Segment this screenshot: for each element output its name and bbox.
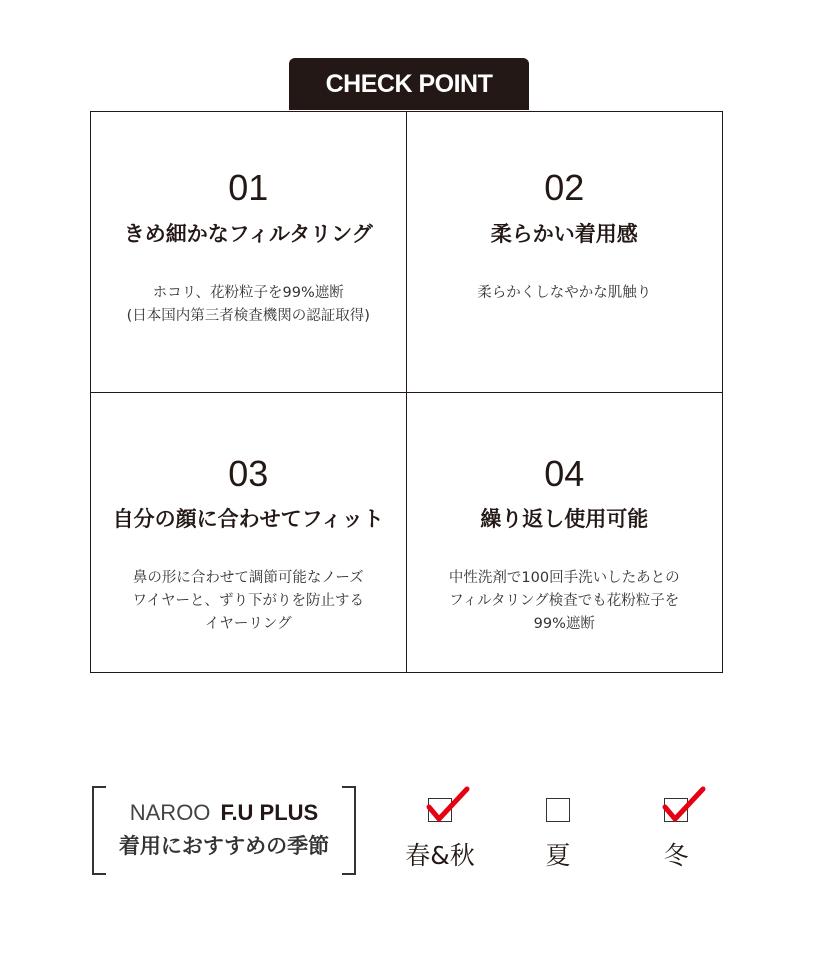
- point-description: 中性洗剤で100回手洗いしたあとの フィルタリング検査でも花粉粒子を 99%遮断: [448, 570, 680, 632]
- brand-name-b: F.U PLUS: [220, 800, 319, 825]
- point-title: きめ細かなフィルタリング: [123, 222, 373, 246]
- season-bracket: [92, 786, 356, 875]
- season-spring-autumn: [395, 798, 485, 872]
- season-title: 着用におすすめの季節: [118, 834, 330, 858]
- point-title: 繰り返し使用可能: [480, 507, 649, 531]
- badge-label: CHECK POINT: [325, 69, 493, 98]
- check-point-grid: [90, 111, 723, 673]
- check-icon: [427, 785, 473, 825]
- season-label: 春&秋: [405, 841, 475, 870]
- point-title: 柔らかい着用感: [490, 222, 638, 246]
- point-cell-4: [407, 393, 723, 672]
- point-cell-3: [91, 393, 407, 672]
- season-winter: [631, 798, 721, 872]
- point-description: ホコリ、花粉粒子を99%遮断 (日本国内第三者検査機関の認証取得): [126, 285, 370, 324]
- season-label: 冬: [663, 841, 689, 870]
- season-label: 夏: [545, 841, 571, 870]
- brand-name: [92, 800, 356, 826]
- point-description: 鼻の形に合わせて調節可能なノーズ ワイヤーと、ずり下がりを防止する イヤーリング: [132, 570, 365, 632]
- point-number: 04: [544, 453, 585, 494]
- point-number: 02: [544, 167, 585, 208]
- check-icon: [663, 785, 709, 825]
- check-point-badge: [289, 58, 529, 110]
- point-number: 01: [228, 167, 269, 208]
- season-checkbox: [664, 798, 688, 822]
- point-description: 柔らかくしなやかな肌触り: [477, 285, 652, 301]
- brand-name-a: NAROO: [129, 800, 211, 825]
- point-cell-2: [407, 112, 723, 393]
- season-summer: [513, 798, 603, 872]
- season-checkbox: [546, 798, 570, 822]
- season-checkbox: [428, 798, 452, 822]
- point-cell-1: [91, 112, 407, 393]
- point-number: 03: [228, 453, 269, 494]
- point-title: 自分の顔に合わせてフィット: [112, 507, 384, 531]
